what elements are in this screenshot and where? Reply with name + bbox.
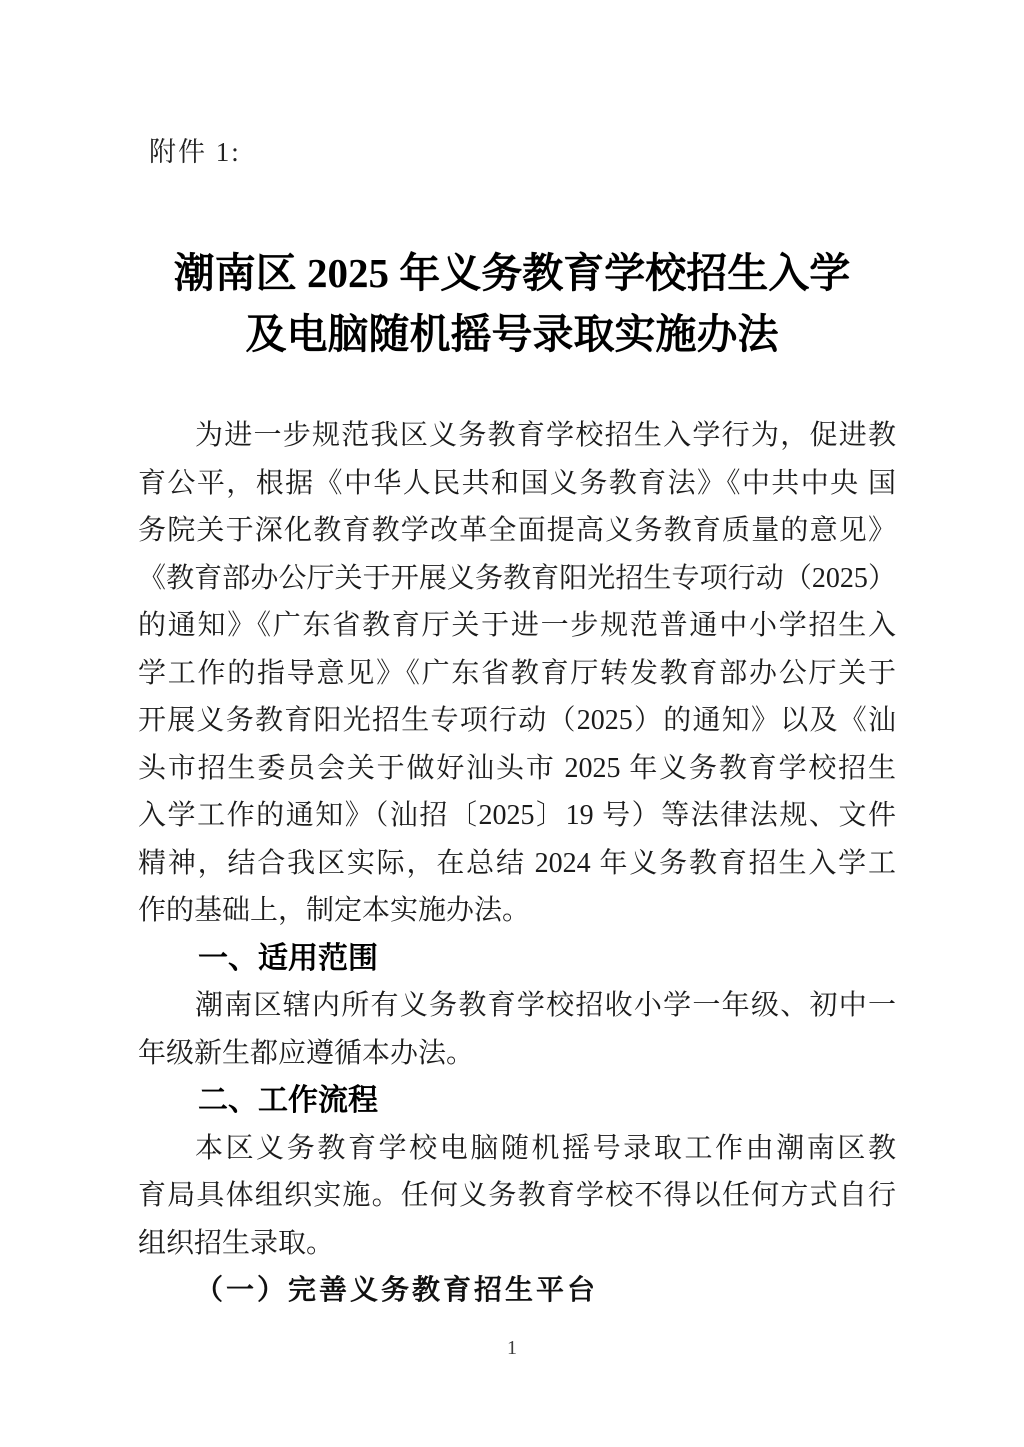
intro-line: 作的基础上，制定本实施办法。 <box>138 895 531 926</box>
document-title <box>0 243 1024 365</box>
intro-line: 的通知》《广东省教育厅关于进一步规范普通中小学招生入 <box>138 610 896 641</box>
section1-line: 年级新生都应遵循本办法。 <box>138 1037 475 1069</box>
section2-line: 组织招生录取。 <box>138 1227 335 1259</box>
intro-line: 头市招生委员会关于做好汕头市 2025 年义务教育学校招生 <box>138 752 896 784</box>
intro-line: 为进一步规范我区义务教育学校招生入学行为，促进教 <box>195 420 896 451</box>
intro-line: 务院关于深化教育教学改革全面提高义务教育质量的意见》 <box>138 515 896 546</box>
intro-line: 学工作的指导意见》《广东省教育厅转发教育部办公厅关于 <box>138 657 896 689</box>
subsection1-heading: （一）完善义务教育招生平台 <box>195 1275 599 1306</box>
document-title-line1: 潮南区 2025 年义务教育学校招生入学 <box>173 250 851 296</box>
section1-heading: 一、适用范围 <box>198 941 378 975</box>
section2-heading: 二、工作流程 <box>198 1084 378 1117</box>
intro-line: 育公平，根据《中华人民共和国义务教育法》《中共中央 国 <box>138 467 896 499</box>
section2-line: 育局具体组织实施。任何义务教育学校不得以任何方式自行 <box>138 1180 896 1211</box>
section2-line: 本区义务教育学校电脑随机摇号录取工作由潮南区教 <box>195 1132 896 1164</box>
intro-line: 开展义务教育阳光招生专项行动（2025）的通知》以及《汕 <box>138 705 896 736</box>
intro-line: 入学工作的通知》（汕招〔2025〕19 号）等法律法规、文件 <box>138 800 896 831</box>
document-title-line2: 及电脑随机摇号录取实施办法 <box>245 311 779 357</box>
intro-line: 精神，结合我区实际，在总结 2024 年义务教育招生入学工 <box>138 847 896 879</box>
attachment-label: 附件 1: <box>149 137 241 167</box>
page-number: 1 <box>507 1337 517 1359</box>
intro-line: 《教育部办公厅关于开展义务教育阳光招生专项行动（2025） <box>138 562 896 594</box>
section1-line: 潮南区辖内所有义务教育学校招收小学一年级、初中一 <box>195 990 896 1021</box>
document-body <box>138 412 896 1315</box>
